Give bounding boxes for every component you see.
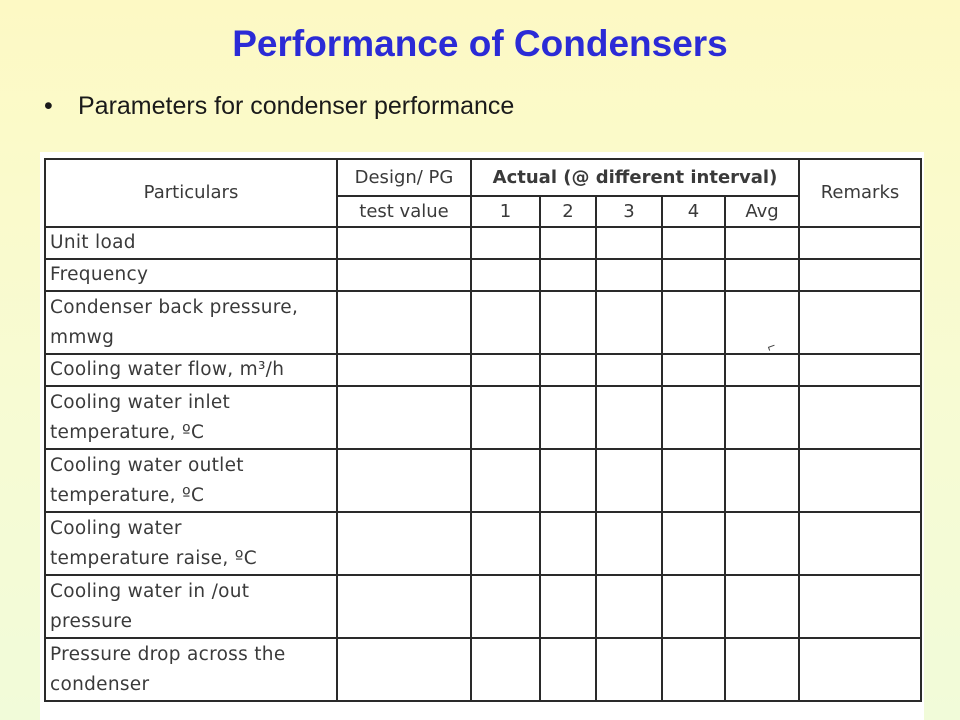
value-cell (540, 354, 596, 386)
remarks-cell (799, 291, 921, 354)
value-cell (662, 227, 725, 259)
value-cell (471, 575, 540, 638)
design-cell (337, 575, 471, 638)
value-cell (540, 386, 596, 449)
table-row (45, 638, 921, 701)
param-label: Frequency (50, 264, 149, 285)
table-row (45, 354, 921, 386)
param-label-line2: pressure (50, 610, 133, 632)
value-cell (596, 575, 662, 638)
param-cell (45, 386, 337, 449)
param-cell (45, 575, 337, 638)
parameters-table (44, 158, 922, 702)
design-cell (337, 512, 471, 575)
value-cell (471, 449, 540, 512)
value-cell (596, 512, 662, 575)
avg-cell (725, 291, 799, 354)
param-label-line1: Condenser back pressure, (50, 296, 299, 318)
bullet-text: Parameters for condenser performance (78, 92, 515, 120)
param-label-line2: mmwg (50, 326, 115, 348)
avg-cell (725, 227, 799, 259)
param-label-line1: Cooling water outlet (50, 454, 244, 476)
param-label-line1: Cooling water inlet (50, 391, 231, 413)
slide-title: Performance of Condensers (232, 23, 728, 64)
value-cell (471, 259, 540, 291)
value-cell (540, 512, 596, 575)
param-label-line1: Cooling water (50, 517, 182, 539)
value-cell (596, 354, 662, 386)
table-row (45, 386, 921, 449)
remarks-cell (799, 512, 921, 575)
avg-cell (725, 638, 799, 701)
value-cell (471, 227, 540, 259)
remarks-cell (799, 449, 921, 512)
param-cell (45, 638, 337, 701)
avg-cell (725, 386, 799, 449)
header-interval-1: 1 (471, 196, 540, 227)
value-cell (540, 291, 596, 354)
header-interval-3: 3 (596, 196, 662, 227)
remarks-cell (799, 638, 921, 701)
value-cell (471, 638, 540, 701)
value-cell (596, 449, 662, 512)
param-cell (45, 354, 337, 386)
value-cell (540, 638, 596, 701)
table-row (45, 512, 921, 575)
value-cell (540, 449, 596, 512)
value-cell (662, 386, 725, 449)
header-design-line1: Design/ PG (337, 159, 471, 196)
param-label-line2: temperature raise, ºC (50, 547, 257, 569)
value-cell (662, 449, 725, 512)
value-cell (662, 259, 725, 291)
bullet-item (44, 88, 514, 124)
value-cell (471, 386, 540, 449)
value-cell (540, 575, 596, 638)
table-row (45, 227, 921, 259)
remarks-cell (799, 386, 921, 449)
table-row (45, 575, 921, 638)
value-cell (596, 291, 662, 354)
table-row (45, 449, 921, 512)
parameters-table-image (40, 152, 924, 720)
design-cell (337, 259, 471, 291)
design-cell (337, 354, 471, 386)
header-interval-2: 2 (540, 196, 596, 227)
value-cell (540, 259, 596, 291)
param-label-line2: temperature, ºC (50, 484, 205, 506)
remarks-cell (799, 575, 921, 638)
avg-cell (725, 354, 799, 386)
value-cell (471, 354, 540, 386)
value-cell (596, 638, 662, 701)
value-cell (596, 259, 662, 291)
param-label-line1: Pressure drop across the (50, 643, 286, 665)
value-cell (596, 227, 662, 259)
value-cell (662, 354, 725, 386)
design-cell (337, 386, 471, 449)
param-cell (45, 449, 337, 512)
header-interval-avg: Avg (725, 196, 799, 227)
header-interval-4: 4 (662, 196, 725, 227)
param-label: Cooling water flow, m³/h (50, 359, 285, 380)
value-cell (662, 638, 725, 701)
param-label-line2: temperature, ºC (50, 421, 205, 443)
bullet-dot: • (44, 92, 53, 120)
value-cell (662, 291, 725, 354)
header-remarks: Remarks (799, 159, 921, 227)
design-cell (337, 638, 471, 701)
param-cell (45, 291, 337, 354)
design-cell (337, 291, 471, 354)
design-cell (337, 227, 471, 259)
header-design-line2: test value (337, 196, 471, 227)
param-label-line1: Cooling water in /out (50, 580, 250, 602)
avg-cell (725, 512, 799, 575)
value-cell (471, 512, 540, 575)
value-cell (596, 386, 662, 449)
avg-cell (725, 575, 799, 638)
remarks-cell (799, 259, 921, 291)
param-cell (45, 512, 337, 575)
param-cell (45, 259, 337, 291)
value-cell (540, 227, 596, 259)
avg-cell (725, 259, 799, 291)
param-label-line2: condenser (50, 673, 150, 695)
value-cell (662, 512, 725, 575)
table-row (45, 259, 921, 291)
value-cell (471, 291, 540, 354)
param-cell (45, 227, 337, 259)
design-cell (337, 449, 471, 512)
header-actual: Actual (@ different interval) (471, 159, 799, 196)
remarks-cell (799, 227, 921, 259)
header-particulars: Particulars (45, 159, 337, 227)
avg-cell (725, 449, 799, 512)
scan-artifact-mark: ⌐ (764, 337, 778, 355)
table-row (45, 291, 921, 354)
value-cell (662, 575, 725, 638)
remarks-cell (799, 354, 921, 386)
param-label: Unit load (50, 232, 136, 253)
